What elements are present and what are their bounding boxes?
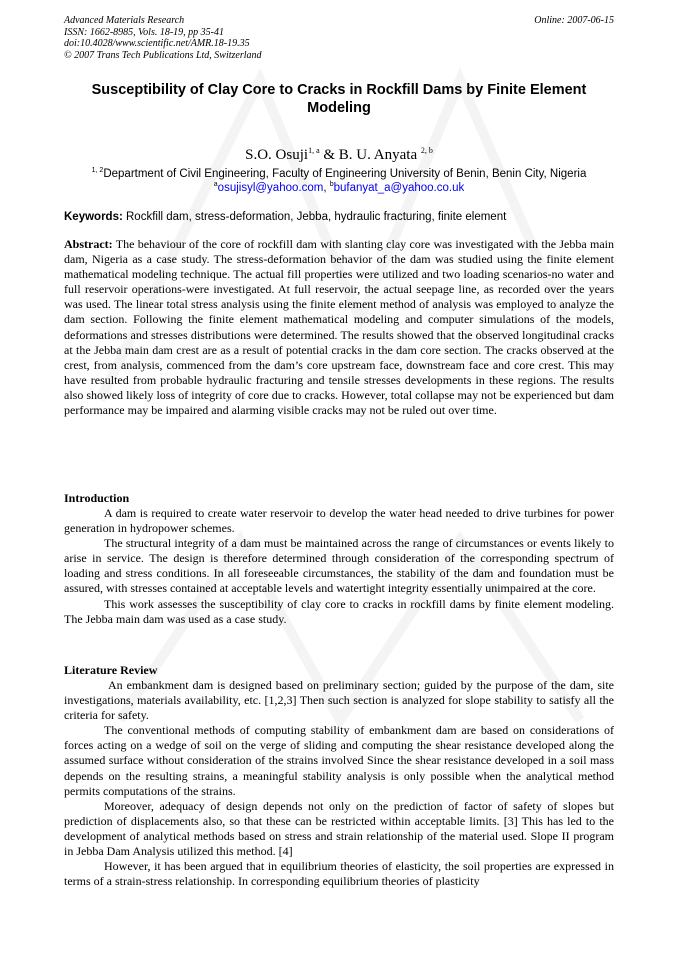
literature-paragraph: Moreover, adequacy of design depends not only on the prediction of factor of safety of slopes but prediction of displacements also, so that these can be restricted within acceptable limits. [3] This has led to the development of analytical methods based on stress and strain relationship of the material used. Slope II program in Jebba Dam Analysis utilized this method. [4] [64,798,614,859]
author-2-marker: 2, b [420,146,433,155]
keywords-label: Keywords: [64,211,123,223]
abstract [64,237,614,418]
journal-name: Advanced Materials Research [64,15,185,26]
introduction-paragraph: This work assesses the susceptibility of clay core to cracks in rockfill dams by finite element modeling. The Jebba main dam was used as a case study. [64,596,614,626]
affiliation [64,167,614,181]
email-link-b[interactable]: bufanyat_a@yahoo.co.uk [333,182,465,194]
literature-paragraph: However, it has been argued that in equilibrium theories of elasticity, the soil properties are expressed in terms of a strain-stress relationship. In corresponding equilibrium theories of plasticity [64,859,614,889]
introduction-heading: Introduction [64,491,130,505]
affiliation-text: Department of Civil Engineering, Faculty of Engineering University of Benin, Benin City, Nigeria [103,168,587,180]
introduction-section [64,491,614,627]
literature-review-heading: Literature Review [64,663,158,677]
author-1-marker: 1, a [308,146,320,155]
email-line [64,181,614,195]
email-separator: , [323,182,330,194]
doi-line: doi:10.4028/www.scientific.net/AMR.18-19.35 [64,38,250,49]
author-1: S.O. Osuji [245,147,309,163]
literature-review-section [64,663,614,889]
author-line [64,146,614,164]
literature-paragraph: The conventional methods of computing stability of embankment dam are based on considerations of forces acting on a wedge of soil on the verge of sliding and computing the shear resistance developed along the assumed surface without consideration of the strains involved Since the shear resistance developed in a soil mass depends on the resulting strains, a meaningful stability analysis is only possible when the analytical method permits computations of the strains. [64,723,614,798]
email-link-a[interactable]: osujisyl@yahoo.com [217,182,324,194]
abstract-label: Abstract: [64,237,113,251]
email-a-marker: a [213,181,218,189]
abstract-text: The behaviour of the core of rockfill dam with slanting clay core was investigated with the Jebba main dam, Nigeria as a case study. The stress-deformation behavior of the dam was studied using the finite element mathematical modeling technique. The actual fill properties were utilized and two loading scenarios-no water and full reservoir operations-were investigated. At full reservoir, the actual seepage line, as recorded over the years was used. The linear total stress analysis using the finite element method of analysis was employed to analyze the dam section. Following the finite element mathematical modeling and computer simulations of the models, deformations and stresses distributions were determined. The results showed that the observed longitudinal cracks at the Jebba main dam crest are as a result of potential cracks in the dam core section. The cracks observed at the crest, from analysis, commenced from the dam’s core upstream face, downstream face and core crest. This may have resulted from probable hydraulic fracturing and tensile stresses developments in these regions. The results also showed likely loss of integrity of core due to cracks. However, total collapse may not be experienced but dam performance may be impaired and alarming visible cracks may not be ruled out over time. [64,237,614,418]
keywords-text: Rockfill dam, stress-deformation, Jebba, hydraulic fracturing, finite element [122,211,507,223]
introduction-paragraph: A dam is required to create water reservoir to develop the water head needed to drive turbines for power generation in hydropower schemes. [64,506,614,536]
paper-title: Susceptibility of Clay Core to Cracks in Rockfill Dams by Finite Element Modeling [91,82,587,116]
author-connector: & [319,147,339,163]
keywords [64,210,614,224]
online-date: Online: 2007-06-15 [534,15,614,26]
literature-paragraph: An embankment dam is designed based on preliminary section; guided by the purpose of the dam, site investigations, materials availability, etc. [1,2,3] Then such section is analyzed for slope stability to satisfy all the criteria for safety. [64,678,614,723]
email-b-marker: b [329,181,334,189]
issn-line: ISSN: 1662-8985, Vols. 18-19, pp 35-41 [64,26,224,38]
journal-header [64,15,484,61]
introduction-paragraph: The structural integrity of a dam must be maintained across the range of circumstances or events likely to arise in service. The design is therefore determined through consideration of the corresponding spectrum of loading and stress conditions. In all foreseeable circumstances, the stability of the dam and foundation must be assured, with stresses contained at acceptable levels and watertight integrity essentially unimpaired at the core. [64,536,614,596]
copyright-line: © 2007 Trans Tech Publications Ltd, Switzerland [64,49,262,61]
author-2: B. U. Anyata [338,147,418,163]
affiliation-marker: 1, 2 [91,167,104,175]
